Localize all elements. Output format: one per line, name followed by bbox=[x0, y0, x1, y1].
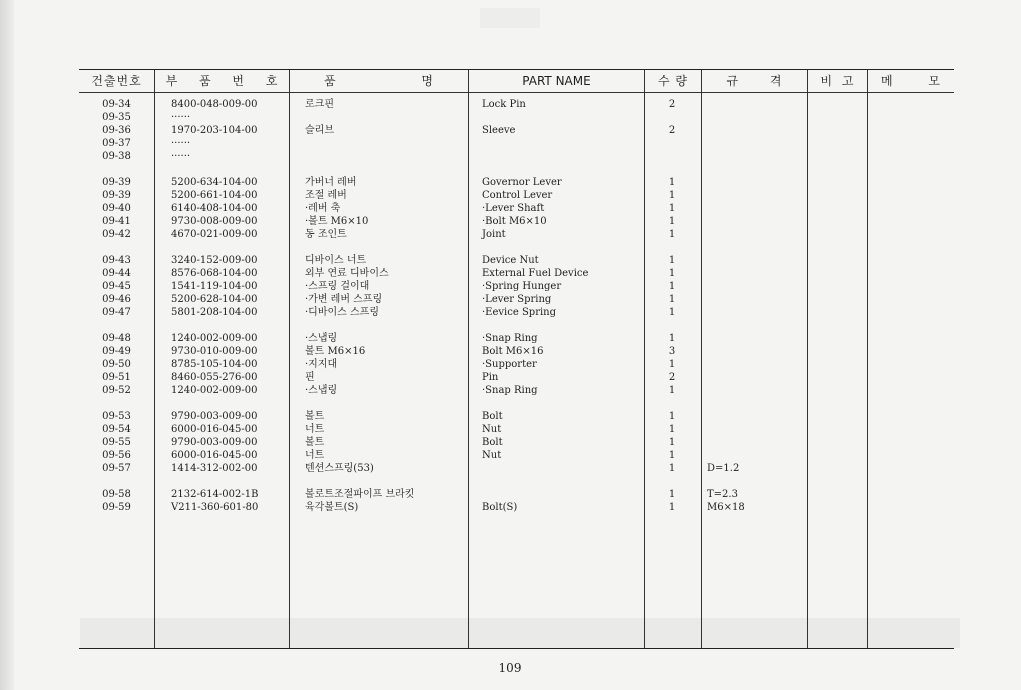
korean-name-cell: 볼트 M6×16 bbox=[305, 346, 366, 357]
quantity-cell: 1 bbox=[668, 216, 676, 227]
header-rule bbox=[79, 92, 954, 93]
part-number-cell: 6000-016-045-00 bbox=[171, 450, 258, 461]
table-row bbox=[79, 462, 954, 475]
quantity-cell: 1 bbox=[668, 294, 676, 305]
english-name-cell: External Fuel Device bbox=[482, 268, 589, 279]
part-number-cell: V211-360-601-80 bbox=[171, 502, 259, 513]
english-name-cell: Pin bbox=[482, 372, 499, 383]
english-name-cell: Nut bbox=[482, 450, 502, 461]
part-number-cell: ······ bbox=[171, 138, 191, 149]
illustration-number-cell: 09-57 bbox=[102, 463, 131, 474]
english-name-cell: ·Lever Spring bbox=[482, 294, 552, 305]
bleed-through-mark bbox=[480, 8, 540, 28]
part-number-cell: 6140-408-104-00 bbox=[171, 203, 258, 214]
korean-name-cell: 텐션스프링(53) bbox=[305, 463, 374, 474]
part-number-cell: 9790-003-009-00 bbox=[171, 411, 258, 422]
table-row bbox=[79, 306, 954, 319]
english-name-cell: Bolt(S) bbox=[482, 502, 518, 513]
korean-name-cell: ·가변 레버 스프링 bbox=[305, 294, 383, 305]
illustration-number-cell: 09-39 bbox=[102, 190, 131, 201]
quantity-cell: 1 bbox=[668, 463, 676, 474]
illustration-number-cell: 09-45 bbox=[102, 281, 131, 292]
korean-name-cell: ·레버 축 bbox=[305, 203, 341, 214]
illustration-number-cell: 09-58 bbox=[102, 489, 131, 500]
part-number-cell: 1240-002-009-00 bbox=[171, 385, 258, 396]
quantity-cell: 3 bbox=[668, 346, 676, 357]
korean-name-cell: 조절 레버 bbox=[305, 190, 347, 201]
part-number-cell: 8460-055-276-00 bbox=[171, 372, 258, 383]
table-row bbox=[79, 176, 954, 189]
quantity-cell: 2 bbox=[668, 372, 676, 383]
quantity-cell: 1 bbox=[668, 502, 676, 513]
quantity-cell: 1 bbox=[668, 450, 676, 461]
english-name-cell: Bolt bbox=[482, 437, 503, 448]
illustration-number-cell: 09-46 bbox=[102, 294, 131, 305]
table-row bbox=[79, 501, 954, 514]
illustration-number-cell: 09-40 bbox=[102, 203, 131, 214]
illustration-number-cell: 09-39 bbox=[102, 177, 131, 188]
table-row bbox=[79, 98, 954, 111]
illustration-number-cell: 09-41 bbox=[102, 216, 131, 227]
table-row bbox=[79, 137, 954, 150]
illustration-number-cell: 09-42 bbox=[102, 229, 131, 240]
quantity-cell: 1 bbox=[668, 424, 676, 435]
table-row bbox=[79, 293, 954, 306]
part-number-cell: 9730-010-009-00 bbox=[171, 346, 258, 357]
quantity-cell: 1 bbox=[668, 281, 676, 292]
english-name-cell: Bolt M6×16 bbox=[482, 346, 544, 357]
header-remark: 비 고 bbox=[820, 74, 855, 88]
quantity-cell: 1 bbox=[668, 307, 676, 318]
part-number-cell: 4670-021-009-00 bbox=[171, 229, 258, 240]
korean-name-cell: 디바이스 너트 bbox=[305, 255, 367, 266]
illustration-number-cell: 09-34 bbox=[102, 99, 131, 110]
illustration-number-cell: 09-50 bbox=[102, 359, 131, 370]
quantity-cell: 1 bbox=[668, 255, 676, 266]
korean-name-cell: 로크핀 bbox=[305, 99, 334, 110]
part-number-cell: 1970-203-104-00 bbox=[171, 125, 258, 136]
table-row bbox=[79, 189, 954, 202]
quantity-cell: 1 bbox=[668, 333, 676, 344]
english-name-cell: ·Lever Shaft bbox=[482, 203, 545, 214]
header-item-name: 품 명 bbox=[324, 74, 434, 88]
english-name-cell: Device Nut bbox=[482, 255, 539, 266]
table-row bbox=[79, 371, 954, 384]
korean-name-cell: 너트 bbox=[305, 450, 325, 461]
english-name-cell: Nut bbox=[482, 424, 502, 435]
illustration-number-cell: 09-55 bbox=[102, 437, 131, 448]
part-number-cell: 1414-312-002-00 bbox=[171, 463, 258, 474]
part-number-cell: 8576-068-104-00 bbox=[171, 268, 258, 279]
korean-name-cell: 동 조인트 bbox=[305, 229, 347, 240]
illustration-number-cell: 09-35 bbox=[102, 112, 131, 123]
quantity-cell: 1 bbox=[668, 411, 676, 422]
korean-name-cell: ·스냅링 bbox=[305, 385, 338, 396]
korean-name-cell: ·볼트 M6×10 bbox=[305, 216, 369, 227]
english-name-cell: Lock Pin bbox=[482, 99, 526, 110]
quantity-cell: 1 bbox=[668, 190, 676, 201]
illustration-number-cell: 09-47 bbox=[102, 307, 131, 318]
quantity-cell: 1 bbox=[668, 229, 676, 240]
part-number-cell: 5200-628-104-00 bbox=[171, 294, 258, 305]
quantity-cell: 1 bbox=[668, 203, 676, 214]
english-name-cell: ·Snap Ring bbox=[482, 333, 538, 344]
part-number-cell: 1240-002-009-00 bbox=[171, 333, 258, 344]
illustration-number-cell: 09-38 bbox=[102, 151, 131, 162]
korean-name-cell: 볼로트조절파이프 브라킷 bbox=[305, 489, 415, 500]
korean-name-cell: ·지지대 bbox=[305, 359, 338, 370]
illustration-number-cell: 09-52 bbox=[102, 385, 131, 396]
specification-cell: D=1.2 bbox=[707, 463, 740, 474]
quantity-cell: 1 bbox=[668, 359, 676, 370]
parts-table bbox=[79, 69, 954, 649]
korean-name-cell: 볼트 bbox=[305, 411, 325, 422]
korean-name-cell: ·스프링 걸이대 bbox=[305, 281, 370, 292]
table-row bbox=[79, 228, 954, 241]
header-quantity: 수 량 bbox=[658, 74, 688, 88]
header-memo: 메 모 bbox=[881, 74, 941, 88]
header-part-name: PART NAME bbox=[522, 74, 591, 88]
illustration-number-cell: 09-36 bbox=[102, 125, 131, 136]
korean-name-cell: 외부 연료 디바이스 bbox=[305, 268, 389, 279]
page-binding-edge bbox=[0, 0, 14, 690]
table-row bbox=[79, 267, 954, 280]
illustration-number-cell: 09-49 bbox=[102, 346, 131, 357]
table-row bbox=[79, 449, 954, 462]
illustration-number-cell: 09-56 bbox=[102, 450, 131, 461]
part-number-cell: 8400-048-009-00 bbox=[171, 99, 258, 110]
quantity-cell: 1 bbox=[668, 177, 676, 188]
english-name-cell: ·Eevice Spring bbox=[482, 307, 557, 318]
english-name-cell: Bolt bbox=[482, 411, 503, 422]
part-number-cell: 5801-208-104-00 bbox=[171, 307, 258, 318]
part-number-cell: 1541-119-104-00 bbox=[171, 281, 258, 292]
english-name-cell: ·Supporter bbox=[482, 359, 537, 370]
header-part-number: 부 품 번 호 bbox=[165, 74, 279, 88]
table-row bbox=[79, 202, 954, 215]
table-row bbox=[79, 254, 954, 267]
specification-cell: M6×18 bbox=[707, 502, 745, 513]
illustration-number-cell: 09-48 bbox=[102, 333, 131, 344]
korean-name-cell: 슬리브 bbox=[305, 125, 334, 136]
english-name-cell: ·Bolt M6×10 bbox=[482, 216, 547, 227]
table-row bbox=[79, 488, 954, 501]
part-number-cell: 5200-661-104-00 bbox=[171, 190, 258, 201]
illustration-number-cell: 09-51 bbox=[102, 372, 131, 383]
header-specification: 규 격 bbox=[726, 74, 783, 88]
part-number-cell: 3240-152-009-00 bbox=[171, 255, 258, 266]
english-name-cell: Control Lever bbox=[482, 190, 553, 201]
korean-name-cell: 가버너 레버 bbox=[305, 177, 357, 188]
illustration-number-cell: 09-44 bbox=[102, 268, 131, 279]
table-row bbox=[79, 358, 954, 371]
page-number: 109 bbox=[498, 661, 522, 675]
quantity-cell: 1 bbox=[668, 385, 676, 396]
korean-name-cell: 핀 bbox=[305, 372, 315, 383]
table-row bbox=[79, 345, 954, 358]
illustration-number-cell: 09-59 bbox=[102, 502, 131, 513]
part-number-cell: 2132-614-002-1B bbox=[171, 489, 259, 500]
illustration-number-cell: 09-37 bbox=[102, 138, 131, 149]
part-number-cell: 9790-003-009-00 bbox=[171, 437, 258, 448]
table-row bbox=[79, 410, 954, 423]
part-number-cell: ······ bbox=[171, 112, 191, 123]
part-number-cell: 6000-016-045-00 bbox=[171, 424, 258, 435]
korean-name-cell: ·디바이스 스프링 bbox=[305, 307, 379, 318]
english-name-cell: Governor Lever bbox=[482, 177, 562, 188]
korean-name-cell: 볼트 bbox=[305, 437, 325, 448]
table-row bbox=[79, 124, 954, 137]
quantity-cell: 1 bbox=[668, 437, 676, 448]
quantity-cell: 2 bbox=[668, 99, 676, 110]
english-name-cell: ·Snap Ring bbox=[482, 385, 538, 396]
table-row bbox=[79, 215, 954, 228]
part-number-cell: 9730-008-009-00 bbox=[171, 216, 258, 227]
english-name-cell: ·Spring Hunger bbox=[482, 281, 562, 292]
quantity-cell: 1 bbox=[668, 268, 676, 279]
table-row bbox=[79, 280, 954, 293]
table-row bbox=[79, 384, 954, 397]
illustration-number-cell: 09-54 bbox=[102, 424, 131, 435]
korean-name-cell: 육각볼트(S) bbox=[305, 502, 359, 513]
illustration-number-cell: 09-43 bbox=[102, 255, 131, 266]
table-row bbox=[79, 436, 954, 449]
table-row bbox=[79, 332, 954, 345]
illustration-number-cell: 09-53 bbox=[102, 411, 131, 422]
specification-cell: T=2.3 bbox=[707, 489, 738, 500]
header-illustration-no: 건출번호 bbox=[91, 74, 142, 88]
table-row bbox=[79, 150, 954, 163]
korean-name-cell: ·스냅링 bbox=[305, 333, 338, 344]
table-row bbox=[79, 423, 954, 436]
english-name-cell: Joint bbox=[482, 229, 506, 240]
english-name-cell: Sleeve bbox=[482, 125, 516, 136]
part-number-cell: 5200-634-104-00 bbox=[171, 177, 258, 188]
table-row bbox=[79, 111, 954, 124]
quantity-cell: 2 bbox=[668, 125, 676, 136]
korean-name-cell: 너트 bbox=[305, 424, 325, 435]
quantity-cell: 1 bbox=[668, 489, 676, 500]
part-number-cell: ······ bbox=[171, 151, 191, 162]
part-number-cell: 8785-105-104-00 bbox=[171, 359, 258, 370]
